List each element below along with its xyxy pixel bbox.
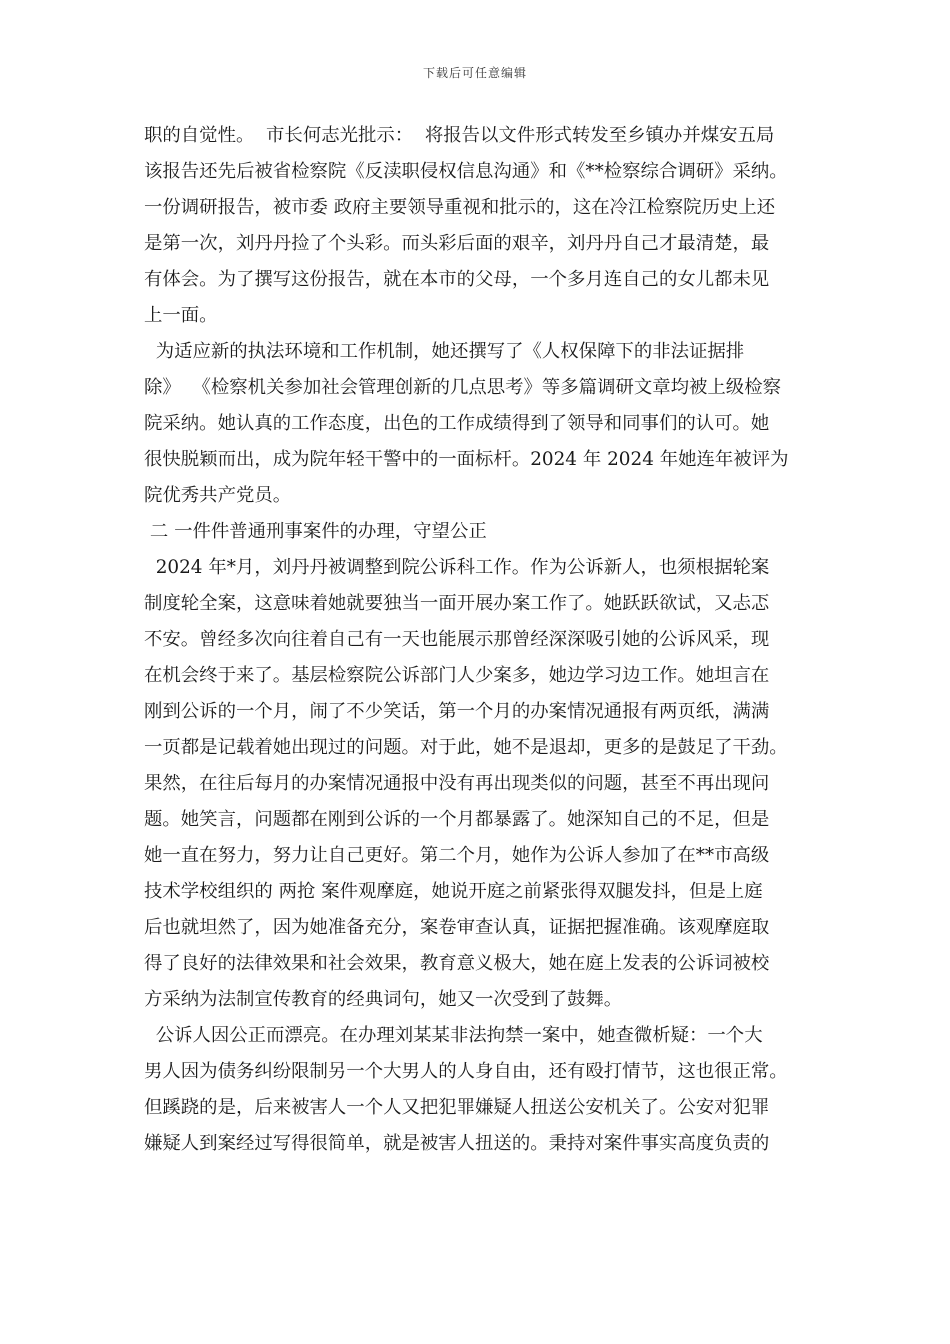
- text-line: 她一直在努力，努力让自己更好。第二个月，她作为公诉人参加了在**市高级: [144, 845, 770, 866]
- text-line: 该报告还先后被省检察院《反渎职侵权信息沟通》和《**检察综合调研》采纳。: [144, 161, 788, 182]
- text-line: 院优秀共产党员。: [144, 485, 292, 506]
- page-header: 下载后可任意编辑: [422, 66, 527, 80]
- text-line: 除》 《检察机关参加社会管理创新的几点思考》等多篇调研文章均被上级检察: [144, 377, 781, 398]
- text-line: 一页都是记载着她出现过的问题。对于此，她不是退却，更多的是鼓足了干劲。: [144, 737, 788, 758]
- text-line: 职的自觉性。 市长何志光批示： 将报告以文件形式转发至乡镇办并煤安五局: [144, 125, 775, 146]
- text-line: 后也就坦然了，因为她准备充分，案卷审查认真，证据把握准确。该观摩庭取: [144, 917, 770, 938]
- text-line: 公诉人因公正而漂亮。在办理刘某某非法拘禁一案中，她查微析疑：一个大: [144, 1025, 763, 1046]
- text-line: 在机会终于来了。基层检察院公诉部门人少案多，她边学习边工作。她坦言在: [144, 665, 770, 686]
- text-line: 男人因为债务纠纷限制另一个大男人的人身自由，还有殴打情节，这也很正常。: [144, 1061, 788, 1082]
- text-line: 但蹊跷的是，后来被害人一个人又把犯罪嫌疑人扭送公安机关了。公安对犯罪: [144, 1097, 770, 1118]
- text-line: 为适应新的执法环境和工作机制，她还撰写了《人权保障下的非法证据排: [144, 341, 745, 362]
- text-line: 嫌疑人到案经过写得很简单，就是被害人扭送的。秉持对案件事实高度负责的: [144, 1133, 770, 1154]
- text-line: 方采纳为法制宣传教育的经典词句，她又一次受到了鼓舞。: [144, 989, 623, 1010]
- text-line: 有体会。为了撰写这份报告，就在本市的父母，一个多月连自己的女儿都未见: [144, 269, 770, 290]
- text-line: 制度轮全案，这意味着她就要独当一面开展办案工作了。她跃跃欲试，又忐忑: [144, 593, 770, 614]
- document-body: [144, 118, 824, 1162]
- text-line: 刚到公诉的一个月，闹了不少笑话，第一个月的办案情况通报有两页纸，满满: [144, 701, 770, 722]
- text-line: 得了良好的法律效果和社会效果，教育意义极大，她在庭上发表的公诉词被校: [144, 953, 770, 974]
- text-line: 果然，在往后每月的办案情况通报中没有再出现类似的问题，甚至不再出现问: [144, 773, 770, 794]
- text-line: 是第一次，刘丹丹捡了个头彩。而头彩后面的艰辛，刘丹丹自己才最清楚，最: [144, 233, 770, 254]
- text-line: 不安。曾经多次向往着自己有一天也能展示那曾经深深吸引她的公诉风采，现: [144, 629, 770, 650]
- text-line: 题。她笑言，问题都在刚到公诉的一个月都暴露了。她深知自己的不足，但是: [144, 809, 770, 830]
- text-line: 上一面。: [144, 305, 218, 326]
- text-line: 2024 年*月，刘丹丹被调整到院公诉科工作。作为公诉新人，也须根据轮案: [144, 557, 770, 578]
- section-heading: 二 一件件普通刑事案件的办理，守望公正: [144, 521, 487, 542]
- text-line: 院采纳。她认真的工作态度，出色的工作成绩得到了领导和同事们的认可。她: [144, 413, 770, 434]
- text-line: 很快脱颖而出，成为院年轻干警中的一面标杆。2024 年 2024 年她连年被评为: [144, 449, 789, 470]
- text-line: 一份调研报告，被市委 政府主要领导重视和批示的，这在冷江检察院历史上还: [144, 197, 776, 218]
- text-line: 技术学校组织的 两抢 案件观摩庭，她说开庭之前紧张得双腿发抖，但是上庭: [144, 881, 763, 902]
